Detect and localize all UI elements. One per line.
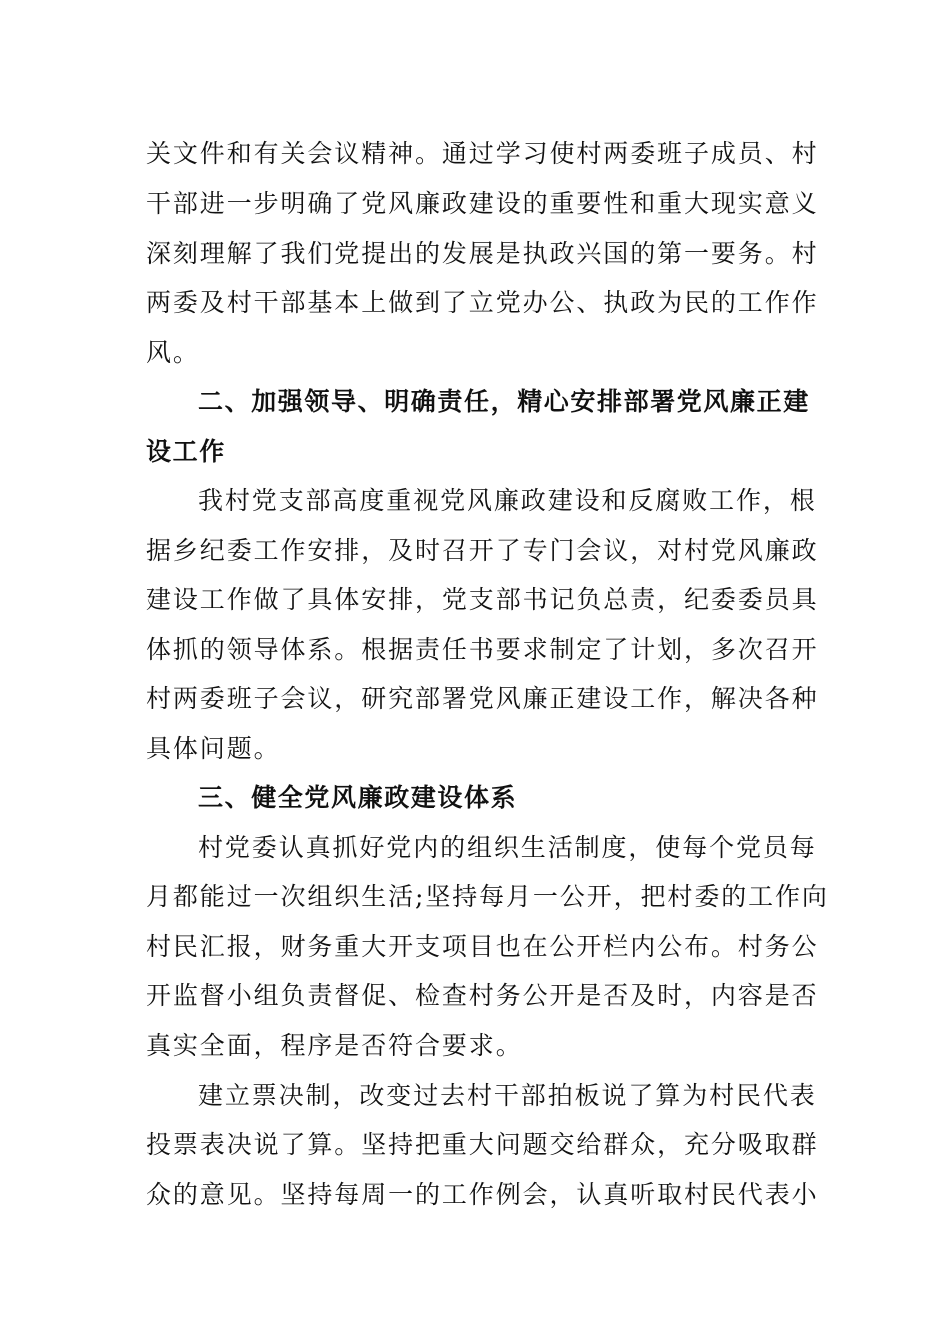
body-text-line: 月都能过一次组织生活;坚持每月一公开，把村委的工作向 (146, 882, 829, 911)
section-heading-3: 三、健全党风廉政建设体系 (198, 783, 518, 812)
body-text-line: 真实全面，程序是否符合要求。 (146, 1031, 523, 1060)
paragraph-first-line: 我村党支部高度重视党风廉政建设和反腐败工作，根 (198, 486, 817, 515)
body-text-line: 开监督小组负责督促、检查村务公开是否及时，内容是否 (146, 981, 819, 1010)
paragraph-first-line: 建立票决制，改变过去村干部拍板说了算为村民代表 (198, 1081, 817, 1110)
body-text-line: 关文件和有关会议精神。通过学习使村两委班子成员、村 (146, 139, 819, 168)
body-text-line: 众的意见。坚持每周一的工作例会，认真听取村民代表小 (146, 1180, 819, 1209)
body-text-line: 深刻理解了我们党提出的发展是执政兴国的第一要务。村 (146, 239, 819, 268)
paragraph-first-line: 村党委认真抓好党内的组织生活制度，使每个党员每 (198, 833, 817, 862)
body-text-line: 据乡纪委工作安排，及时召开了专门会议，对村党风廉政 (146, 536, 819, 565)
body-text-line: 干部进一步明确了党风廉政建设的重要性和重大现实意义 (146, 189, 819, 218)
body-text-line: 村两委班子会议，研究部署党风廉正建设工作，解决各种 (146, 684, 819, 713)
body-text-line: 投票表决说了算。坚持把重大问题交给群众，充分吸取群 (146, 1130, 819, 1159)
body-text-line: 两委及村干部基本上做到了立党办公、执政为民的工作作 (146, 288, 819, 317)
body-text-line: 建设工作做了具体安排，党支部书记负总责，纪委委员具 (146, 585, 819, 614)
section-heading-2-continued: 设工作 (146, 437, 226, 466)
body-text-line: 村民汇报，财务重大开支项目也在公开栏内公布。村务公 (146, 932, 819, 961)
body-text-line: 体抓的领导体系。根据责任书要求制定了计划，多次召开 (146, 635, 819, 664)
body-text-line: 风。 (146, 338, 200, 367)
body-text-line: 具体问题。 (146, 734, 281, 763)
section-heading-2: 二、加强领导、明确责任，精心安排部署党风廉正建 (198, 387, 810, 416)
